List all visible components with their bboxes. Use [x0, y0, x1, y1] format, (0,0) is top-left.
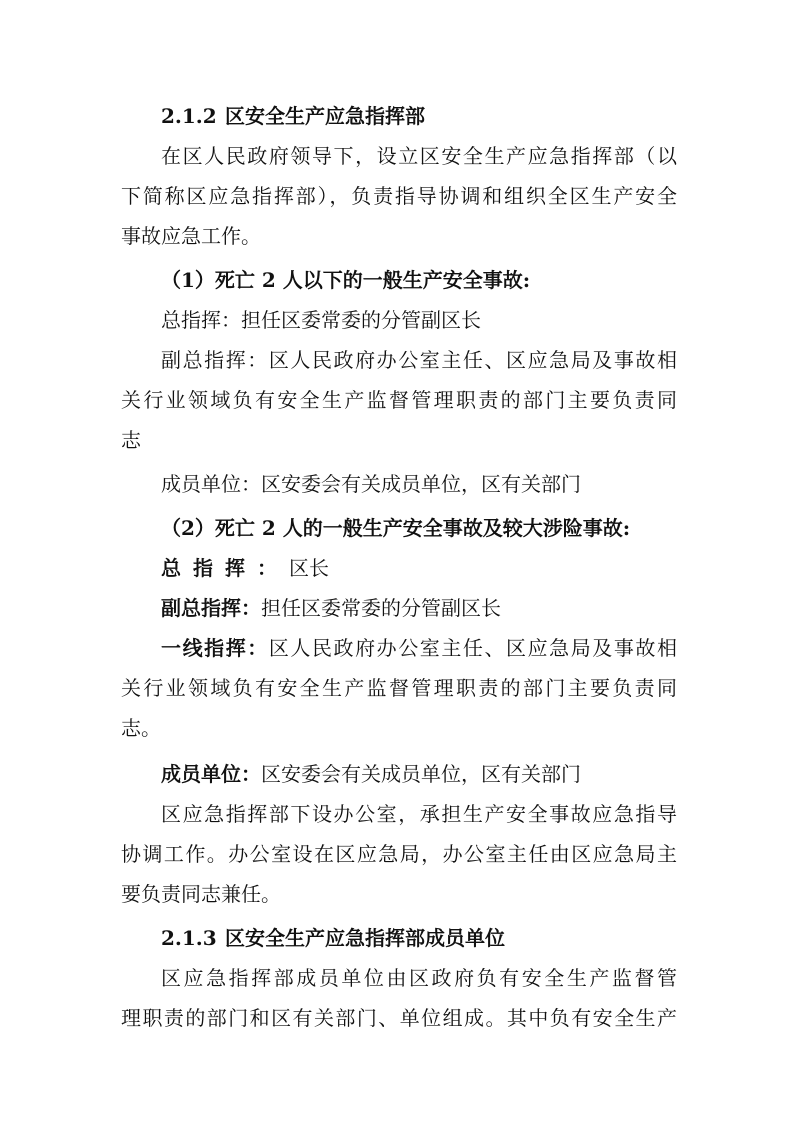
- section-heading-2-1-2: [121, 96, 677, 136]
- members-intro-line: 区应急指挥部成员单位由区政府负有安全生产监督管: [161, 966, 677, 990]
- members-intro-line: 理职责的部门和区有关部门、单位组成。其中负有安全生产: [121, 1006, 677, 1030]
- case-2-frontline-line: 志。: [121, 716, 161, 740]
- office-paragraph-line: 要负责同志兼任。: [121, 882, 281, 906]
- case-2-frontline-line: 关行业领域负有安全生产监督管理职责的部门主要负责同: [121, 676, 677, 700]
- section-number: 2.1.3: [161, 926, 217, 950]
- case-2-title: （2）死亡 2 人的一般生产安全事故及较大涉险事故:: [161, 516, 631, 540]
- frontline-value: 区人民政府办公室主任、区应急局及事故相: [268, 636, 678, 660]
- case-1-title: （1）死亡 2 人以下的一般生产安全事故:: [161, 268, 531, 292]
- case-1-members: 成员单位：区安委会有关成员单位，区有关部门: [161, 472, 581, 496]
- frontline-label: 一线指挥：: [161, 636, 269, 660]
- case-2-deputy: [121, 588, 677, 628]
- members-value: 区安委会有关成员单位，区有关部门: [261, 762, 581, 786]
- office-paragraph-line: 区应急指挥部下设办公室，承担生产安全事故应急指导: [161, 802, 677, 826]
- commander-label: 总指挥：: [161, 556, 289, 580]
- deputy-value: 担任区委常委的分管副区长: [261, 596, 501, 620]
- section-title: 区安全生产应急指挥部: [225, 104, 425, 128]
- case-2-commander: [121, 548, 677, 588]
- case-1-deputy-line: 副总指挥：区人民政府办公室主任、区应急局及事故相: [161, 348, 677, 372]
- case-1-deputy-line: 关行业领域负有安全生产监督管理职责的部门主要负责同: [121, 388, 677, 412]
- commander-value: 区长: [289, 556, 329, 580]
- section-title: 区安全生产应急指挥部成员单位: [225, 926, 505, 950]
- case-2-frontline: [121, 628, 677, 668]
- office-paragraph-line: 协调工作。办公室设在区应急局，办公室主任由区应急局主: [121, 842, 677, 866]
- paragraph-line: 在区人民政府领导下，设立区安全生产应急指挥部（以: [161, 144, 677, 168]
- members-label: 成员单位：: [161, 762, 261, 786]
- section-number: 2.1.2: [161, 104, 217, 128]
- case-1-deputy-line: 志: [121, 428, 141, 452]
- paragraph-line: 事故应急工作。: [121, 224, 261, 248]
- case-1-commander: 总指挥：担任区委常委的分管副区长: [161, 308, 481, 332]
- paragraph-line: 下简称区应急指挥部），负责指导协调和组织全区生产安全: [121, 184, 677, 208]
- section-heading-2-1-3: [121, 918, 677, 958]
- deputy-label: 副总指挥：: [161, 596, 261, 620]
- case-2-members: [121, 754, 677, 794]
- document-page: [121, 96, 677, 1038]
